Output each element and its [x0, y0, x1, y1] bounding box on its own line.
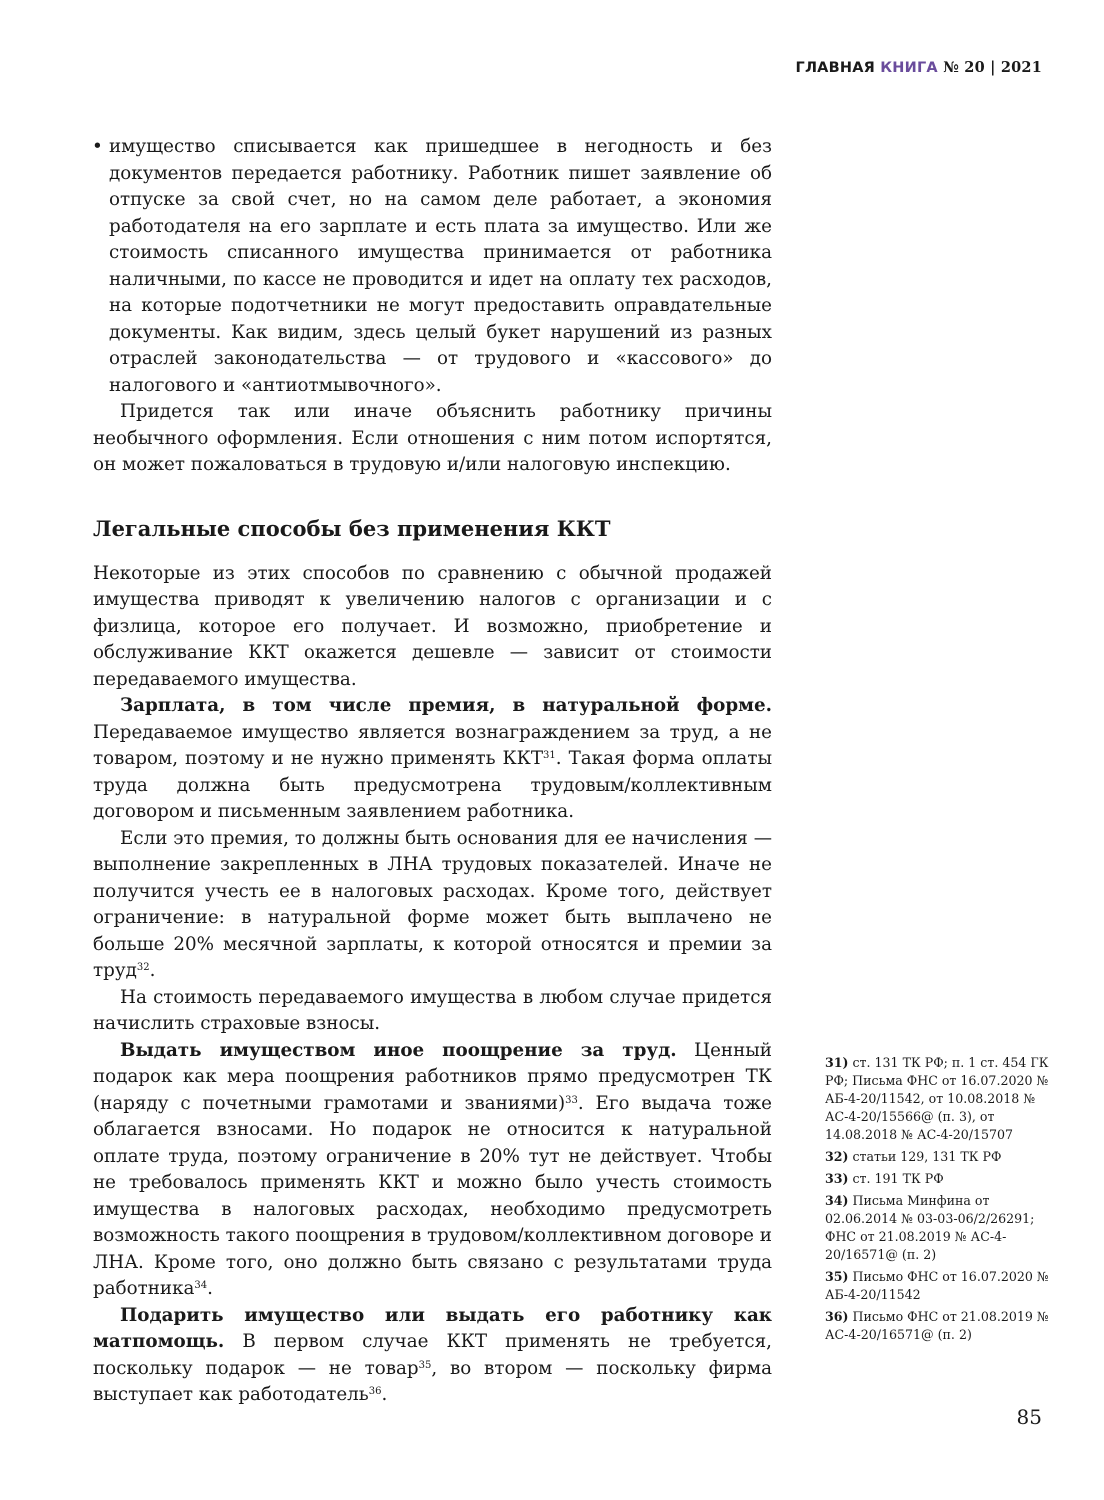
running-header	[796, 59, 1043, 76]
bullet-paragraph: • имущество списывается как пришедшее в негодность и без документов передается работнику. Работник пишет заявление об отпуске за свой счет, но на самом деле работает, а экономия работодателя на его зарплате и есть плата за имущество. Или же стоимость списанного имущества принимается от работника наличными, по кассе не проводится и идет на оплату тех расходов, на которые подотчетники не могут предоставить оправдательные документы. Как видим, здесь целый букет нарушений из разных отраслей законодательства — от трудового и «кассового» до налогового и «антиотмывочного».	[92, 136, 772, 396]
footnote: 31) ст. 131 ТК РФ; п. 1 ст. 454 ГК РФ; Письма ФНС от 16.07.2020 № АБ-4-20/11542, от 10.08.2018 № АС-4-20/15566@ (п. 3), от 14.08.2018 № АС-4-20/15707	[825, 1055, 1049, 1142]
footnote: 33) ст. 191 ТК РФ	[825, 1171, 944, 1186]
footnote-ref: 31	[543, 750, 556, 761]
paragraph: Некоторые из этих способов по сравнению с обычной продажей имущества приводят к увеличению налогов с организации и с физлица, которое его получает. И возможно, приобретение и обслуживание ККТ окажется дешевле — зависит от стоимости передаваемого имущества.	[93, 562, 772, 690]
paragraph: На стоимость передаваемого имущества в любом случае придется начислить страховые взносы.	[93, 986, 772, 1034]
paragraph: Зарплата, в том числе премия, в натуральной форме. Передаваемое имущество является вознаграждением за труд, а не товаром, поэтому и не нужно применять ККТ$^{31}$. Такая форма оплаты труда должна быть предусмотрена трудовым/коллективным договором и письменным заявлением работника.	[93, 695, 772, 822]
brand-main: ГЛАВНАЯ	[795, 60, 875, 76]
footnote-ref: 34	[194, 1280, 208, 1291]
page-number: 85	[1016, 1405, 1042, 1429]
footnote-ref: 36	[368, 1386, 382, 1397]
footnotes	[825, 1054, 1050, 1348]
footnote-ref: 33	[565, 1094, 578, 1106]
paragraph: Придется так или иначе объяснить работнику причины необычного оформления. Если отношения с ним потом испортятся, он может пожаловаться в трудовую и/или налоговую инспекцию.	[93, 401, 772, 475]
paragraph: Выдать имуществом иное поощрение за труд. Ценный подарок как мера поощрения работников прямо предусмотрен ТК (наряду с почетными грамотами и званиями)$^{33}$. Его выдача тоже облагается взносами. Но подарок не относится к натуральной оплате труда, поэтому ограничение в 20% тут не действует. Чтобы не требовалось применять ККТ и можно было учесть стоимость имущества в налоговых расходах, необходимо предусмотреть возможность такого поощрения в трудовом/коллективном договоре и ЛНА. Кроме того, оно должно быть связано с результатами труда работника$^{34}$.	[93, 1039, 772, 1299]
article-body	[93, 134, 772, 1409]
footnote-ref: 32	[136, 962, 150, 973]
paragraph: Подарить имущество или выдать его работнику как матпомощь. В первом случае ККТ применять не требуется, поскольку подарок — не товар$^{35}$, во втором — поскольку фирма выступает как работодатель$^{36}$.	[93, 1304, 772, 1405]
footnote: 35) Письмо ФНС от 16.07.2020 № АБ-4-20/11542	[825, 1269, 1049, 1302]
footnote: 32) статьи 129, 131 ТК РФ	[825, 1149, 1002, 1164]
issue-number: № 20 | 2021	[943, 59, 1042, 76]
bullet-icon: •	[92, 136, 103, 157]
footnote: 34) Письма Минфина от 02.06.2014 № 03-03-06/2/26291; ФНС от 21.08.2019 № АС-4-20/16571@ (п. 2)	[825, 1193, 1035, 1262]
paragraph: Если это премия, то должны быть основания для ее начисления — выполнение закрепленных в ЛНА трудовых показателей. Иначе не получится учесть ее в налоговых расходах. Кроме того, действует ограничение: в натуральной форме может быть выплачено не больше 20% месячной зарплаты, к которой относятся и премии за труд$^{32}$.	[93, 827, 772, 981]
footnote-ref: 35	[418, 1359, 432, 1371]
brand-accent: КНИГА	[880, 60, 938, 76]
footnote: 36) Письмо ФНС от 21.08.2019 № АС-4-20/16571@ (п. 2)	[825, 1309, 1049, 1342]
section-heading: Легальные способы без применения ККТ	[93, 515, 611, 541]
